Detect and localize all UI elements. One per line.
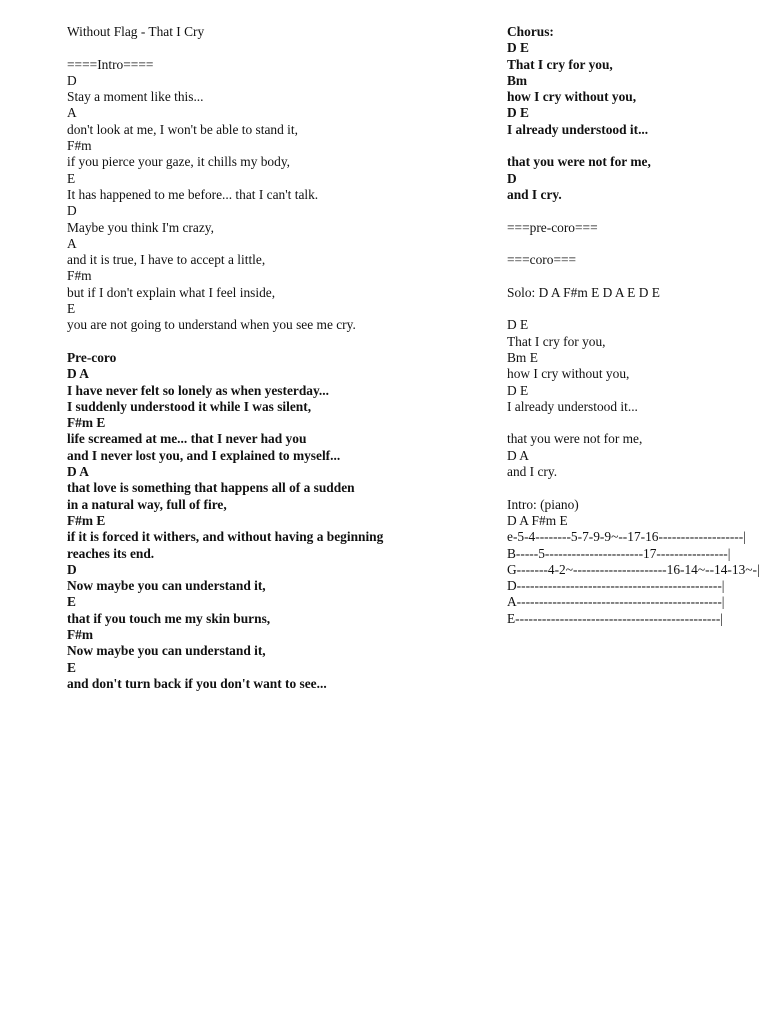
- left-column-line: ====Intro====: [67, 56, 154, 72]
- right-column-line: Intro: (piano): [507, 496, 579, 512]
- left-column-line: F#m E: [67, 415, 106, 431]
- left-column-line: E: [67, 301, 76, 317]
- left-column-line: [67, 334, 487, 350]
- right-column-line: [507, 268, 767, 284]
- left-column-line: I suddenly understood it while I was silent,: [67, 398, 312, 414]
- right-column-line: D A F#m E: [507, 512, 568, 528]
- left-column-line: reaches its end.: [67, 545, 155, 561]
- left-column-line: E: [67, 594, 76, 610]
- right-column-line: That I cry for you,: [507, 56, 613, 72]
- right-column-line: Bm: [507, 72, 528, 88]
- right-column-line: Chorus:: [507, 24, 554, 39]
- left-column-line: F#m: [67, 626, 94, 642]
- right-column-line: I already understood it...: [507, 121, 649, 137]
- right-column-line: B-----5----------------------17----------------|: [507, 545, 731, 561]
- left-column-line: D: [67, 561, 77, 577]
- left-column-line: F#m: [67, 138, 92, 154]
- right-column-line: how I cry without you,: [507, 89, 637, 105]
- right-column-line: D----------------------------------------------|: [507, 578, 725, 594]
- left-column-line: that love is something that happens all of a sudden: [67, 480, 355, 496]
- right-column-line: I already understood it...: [507, 398, 638, 414]
- left-column-line: D: [67, 203, 77, 219]
- right-column-line: G-------4-2~---------------------16-14~--14-13~-|: [507, 561, 760, 577]
- left-column-line: A: [67, 105, 77, 121]
- left-column-line: you are not going to understand when you see me cry.: [67, 317, 356, 333]
- right-column-line: D: [507, 170, 517, 186]
- left-column-line: Without Flag - That I Cry: [67, 24, 205, 39]
- left-column-line: D A: [67, 464, 89, 480]
- right-column-line: [507, 301, 767, 317]
- left-column-line: don't look at me, I won't be able to stand it,: [67, 121, 298, 137]
- right-column-line: D E: [507, 105, 529, 121]
- left-column-line: and I never lost you, and I explained to myself...: [67, 447, 341, 463]
- left-column-line: F#m: [67, 268, 92, 284]
- left-column-line: It has happened to me before... that I can't talk.: [67, 186, 319, 202]
- lyrics-left-column: [67, 24, 487, 692]
- right-column-line: Solo: D A F#m E D A E D E: [507, 284, 660, 300]
- right-column-line: [507, 236, 767, 252]
- right-column-line: [507, 138, 767, 154]
- right-column-line: D E: [507, 40, 529, 56]
- left-column-line: E: [67, 659, 76, 675]
- left-column-line: D: [67, 72, 77, 88]
- right-column-line: that you were not for me,: [507, 154, 651, 170]
- right-column-line: how I cry without you,: [507, 366, 630, 382]
- left-column-line: [67, 40, 487, 56]
- left-column-line: but if I don't explain what I feel inside,: [67, 284, 276, 300]
- left-column-line: Now maybe you can understand it,: [67, 643, 266, 659]
- left-column-line: Maybe you think I'm crazy,: [67, 219, 214, 235]
- left-column-line: Pre-coro: [67, 349, 117, 365]
- right-column-line: D E: [507, 317, 529, 333]
- right-column-line: Bm E: [507, 349, 538, 365]
- right-column-line: that you were not for me,: [507, 431, 643, 447]
- left-column-line: in a natural way, full of fire,: [67, 496, 227, 512]
- right-column-line: e-5-4--------5-7-9-9~--17-16-------------------|: [507, 529, 746, 545]
- left-column-line: and don't turn back if you don't want to see...: [67, 675, 327, 691]
- lyrics-right-column: [507, 24, 767, 627]
- left-column-line: D A: [67, 366, 89, 382]
- right-column-line: [507, 415, 767, 431]
- right-column-line: ===pre-coro===: [507, 219, 598, 235]
- left-column-line: life screamed at me... that I never had you: [67, 431, 307, 447]
- right-column-line: [507, 203, 767, 219]
- right-column-line: and I cry.: [507, 464, 558, 480]
- left-column-line: that if you touch me my skin burns,: [67, 610, 271, 626]
- left-column-line: F#m E: [67, 512, 106, 528]
- left-column-line: E: [67, 170, 76, 186]
- left-column-line: and it is true, I have to accept a little,: [67, 252, 266, 268]
- right-column-line: That I cry for you,: [507, 333, 606, 349]
- left-column-line: if it is forced it withers, and without having a beginning: [67, 529, 384, 545]
- right-column-line: D E: [507, 382, 529, 398]
- right-column-line: ===coro===: [507, 252, 577, 268]
- right-column-line: D A: [507, 447, 529, 463]
- right-column-line: E----------------------------------------------|: [507, 610, 723, 626]
- right-column-line: and I cry.: [507, 186, 562, 202]
- left-column-line: Now maybe you can understand it,: [67, 578, 266, 594]
- right-column-line: A----------------------------------------------|: [507, 594, 725, 610]
- left-column-line: if you pierce your gaze, it chills my body,: [67, 154, 290, 170]
- left-column-line: A: [67, 235, 77, 251]
- left-column-line: I have never felt so lonely as when yesterday...: [67, 382, 329, 398]
- left-column-line: Stay a moment like this...: [67, 89, 204, 105]
- right-column-line: [507, 480, 767, 496]
